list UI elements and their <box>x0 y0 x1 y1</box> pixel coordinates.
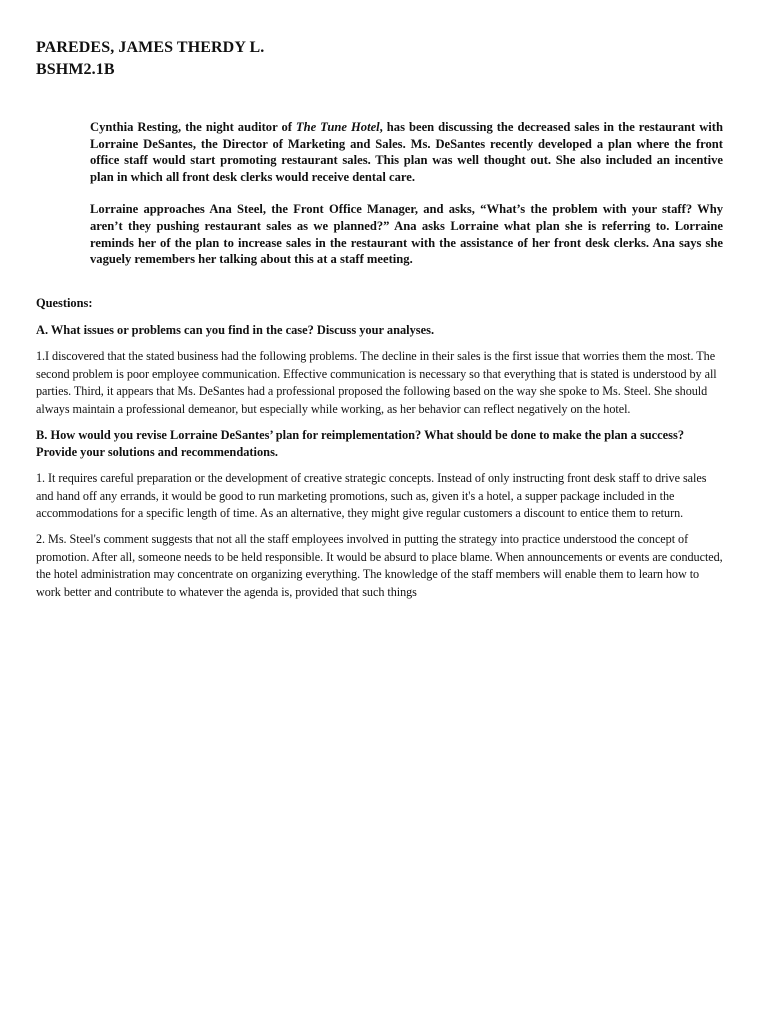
question-a: A. What issues or problems can you find in the case? Discuss your analyses. <box>36 323 435 337</box>
case-paragraph-2: Lorraine approaches Ana Steel, the Front Office Manager, and asks, “What’s the problem with your staff? Why aren’t they pushing restaurant sales as we planned?” Ana asks Lorraine what plan she is referring to. Lorraine reminds her of the plan to increase sales in the restaurant with the assistance of her front desk clerks. Ana says she vaguely remembers her talking about this at a staff meeting. <box>90 202 723 267</box>
student-section: BSHM2.1B <box>36 61 115 78</box>
case-p1-after: , has been discussing the decreased sales in the restaurant with Lorraine DeSantes, the Director of Marketing and Sales. Ms. DeSantes recently developed a plan where the front office staff would start promoting restaurant sales. This plan was well thought out. She also included an incentive plan in which all front desk clerks would receive dental care. <box>90 120 723 184</box>
student-header <box>36 37 264 81</box>
student-name: PAREDES, JAMES THERDY L. <box>36 39 265 56</box>
answer-b-1: 1. It requires careful preparation or the development of creative strategic concepts. Instead of only instructing front desk staff to drive sales and hand off any errands, it would be good to run marketing promotions, such as, given it's a hotel, a supper package included in the accommodations for a specific length of time. As an alternative, they might give regular customers a discount to entice them to return. <box>36 470 707 521</box>
case-paragraph-1 <box>90 119 723 185</box>
hotel-name: The Tune Hotel <box>295 120 380 134</box>
answer-b-2: 2. Ms. Steel's comment suggests that not all the staff employees involved in putting the strategy into practice understood the concept of promotion. After all, someone needs to be held responsible. It would be absurd to place blame. When announcements or events are conducted, the hotel administration may concentrate on organizing everything. The knowledge of the staff members will enable them to learn how to work better and contribute to whatever the agenda is, provided that such things <box>36 531 723 600</box>
questions-heading: Questions: <box>36 296 93 310</box>
answer-a-1: 1.I discovered that the stated business had the following problems. The decline in their sales is the first issue that worries them the most. The second problem is poor employee communication. Effective communication is necessary so that everything that is stated is understood by all parties. Third, it appears that Ms. DeSantes had a professional proposed the following based on the way she spoke to Ms. Steel. She should always maintain a professional demeanor, but especially while working, as her behavior can reflect negatively on the hotel. <box>36 349 717 417</box>
questions-section <box>36 295 726 610</box>
case-study <box>90 119 723 284</box>
question-b: B. How would you revise Lorraine DeSantes’ plan for reimplementation? What should be done to make the plan a success? Provide your solutions and recommendations. <box>36 427 685 459</box>
case-p1-before: Cynthia Resting, the night auditor of <box>90 120 296 134</box>
